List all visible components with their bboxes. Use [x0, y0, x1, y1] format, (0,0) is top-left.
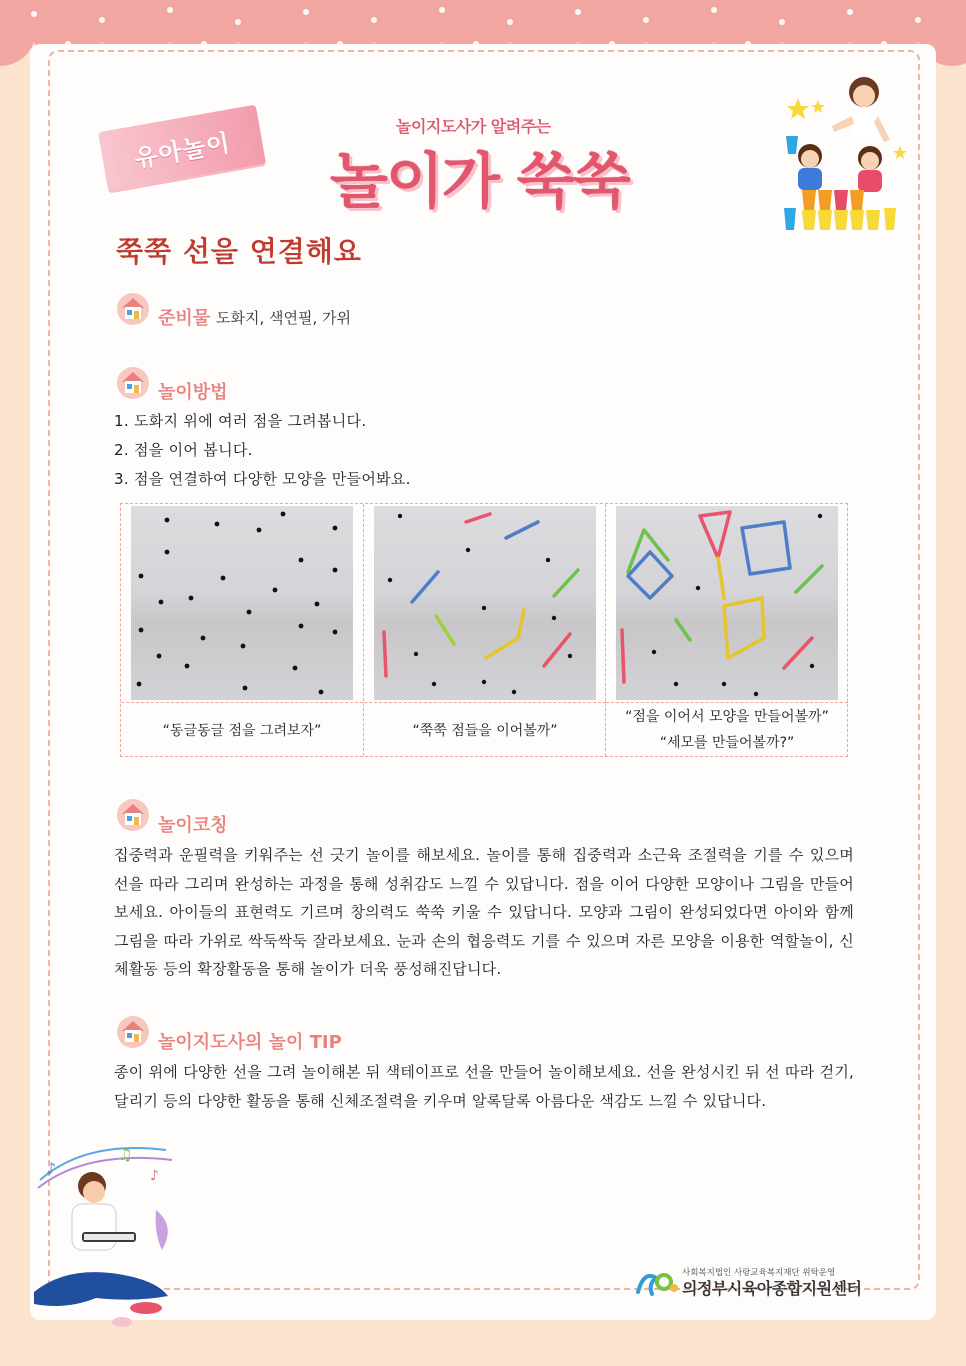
series-subtitle: 놀이지도사가 알려주는	[396, 117, 551, 136]
photo-cell	[363, 504, 605, 756]
house-icon	[116, 1015, 150, 1049]
svg-text:♫: ♫	[118, 1145, 133, 1164]
coaching-text: 집중력과 운필력을 키워주는 선 긋기 놀이를 해보세요. 놀이를 통해 집중력과 소근육 조절력을 기를 수 있으며 선을 따라 그리며 완성하는 과정을 통해 성취감도 느낄 수 있답니다. 점을 이어 다양한 모양이나 그림을 만들어보세요. 아이들의 표현력도 기르며 창의력도 쑥쑥 키울 수 있답니다. 모양과 그림이 완성되었다면 아이와 함께 그림을 따라 가위로 싹둑싹둑 잘라보세요. 눈과 손의 협응력도 기를 수 있으며 자른 모양을 이용한 역할놀이, 신체활동 등의 확장활동을 통해 놀이가 더욱 풍성해진답니다.	[114, 846, 854, 979]
series-title: 놀이가 쑥쑥	[330, 147, 629, 217]
method-title: 놀이방법	[158, 382, 228, 403]
center-logo	[634, 1264, 874, 1300]
svg-text:♪: ♪	[150, 1168, 159, 1184]
tip-text: 종이 위에 다양한 선을 그려 놀이해본 뒤 색테이프로 선을 만들어 놀이해보세요. 선을 완성시킨 뒤 선 따라 걷기, 달리기 등의 다양한 활동을 통해 신체조절력을 키우며 알록달록 아름다운 색감도 느낄 수 있답니다.	[114, 1063, 854, 1110]
svg-text:♪: ♪	[46, 1159, 57, 1178]
photo-table	[120, 503, 848, 757]
method-step: 3. 점을 연결하여 다양한 모양을 만들어봐요.	[114, 470, 411, 488]
photo-lines	[374, 506, 596, 700]
coaching-title: 놀이코칭	[158, 815, 228, 836]
method-step: 2. 점을 이어 봅니다.	[114, 441, 253, 459]
page-heading: 쭉쭉 선을 연결해요	[116, 235, 362, 268]
category-badge-label: 유아놀이	[132, 128, 233, 173]
photo-caption: “점을 이어서 모양을 만들어볼까”	[625, 709, 829, 725]
materials-title: 준비물	[158, 308, 211, 329]
caption-divider	[121, 702, 363, 703]
photo-shapes	[616, 506, 838, 700]
center-logo-icon	[634, 1266, 680, 1298]
photo-caption: “동글동글 점을 그려보자”	[162, 723, 322, 739]
caption-divider	[364, 702, 606, 703]
house-icon	[116, 292, 150, 326]
man-music-illustration	[26, 1140, 196, 1336]
method-steps	[114, 407, 714, 494]
photo-caption: “세모를 만들어볼까?”	[659, 735, 795, 751]
house-icon	[116, 366, 150, 400]
materials-items: 도화지, 색연필, 가위	[216, 309, 351, 327]
house-icon	[116, 798, 150, 832]
photo-caption: “쭉쭉 점들을 이어볼까”	[412, 723, 558, 739]
method-step: 1. 도화지 위에 여러 점을 그려봅니다.	[114, 412, 367, 430]
center-logo-name: 의정부시육아종합지원센터	[682, 1279, 862, 1298]
kids-cups-illustration	[772, 70, 922, 232]
photo-cell	[605, 504, 847, 756]
tip-title: 놀이지도사의 놀이 TIP	[158, 1032, 342, 1053]
center-logo-operator: 사회복지법인 사랑교육복지재단 위탁운영	[682, 1268, 836, 1278]
photo-dots	[131, 506, 353, 700]
photo-cell	[121, 504, 363, 756]
caption-divider	[606, 702, 848, 703]
